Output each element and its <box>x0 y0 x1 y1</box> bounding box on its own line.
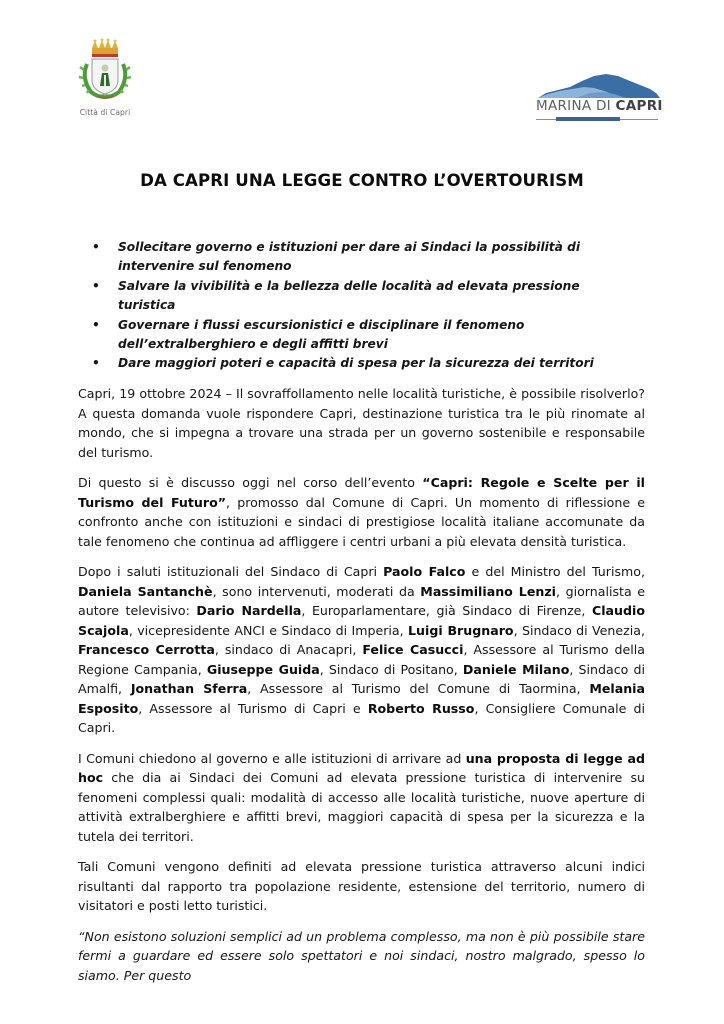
citta-di-capri-logo <box>72 38 138 117</box>
list-item-text: Salvare la vivibilità e la bellezza delle località ad elevata pressione turistica <box>118 278 580 313</box>
article-body <box>78 384 645 996</box>
paragraph-definition: Tali Comuni vengono definiti ad elevata pressione turistica attraverso alcuni indici risultanti dal rapporto tra popolazione residente, estensione del territorio, numero di visitatori e posti letto turistici. <box>78 859 645 913</box>
text-run: , Sindaco di Amalfi, <box>78 661 645 696</box>
text-run: , Assessore al Turismo della Regione Campania, <box>78 642 646 677</box>
text-run: , Sindaco di Venezia, <box>513 622 645 638</box>
brand-underline-badge <box>556 117 620 121</box>
speaker-name: Paolo Falco <box>383 564 466 579</box>
text-run: , Assessore al Turismo di Capri e <box>138 700 368 716</box>
marina-di-capri-logo <box>536 72 666 121</box>
brand-light: MARINA DI <box>536 98 616 114</box>
speaker-name: Giuseppe Guida <box>206 661 320 677</box>
speaker-name: Daniele Milano <box>462 661 570 677</box>
bullet-icon: • <box>92 317 100 332</box>
left-logo-caption: Città di Capri <box>79 108 131 117</box>
text-run: , promosso dal Comune di Capri. Un momento di riflessione e confronto anche con istituzioni e sindaci di prestigiose località italiane accomunate da tale fenomeno che continua ad affliggere i centri urbani a più elevata densità turistica. <box>78 494 645 549</box>
speaker-name: Melania Esposito <box>78 681 645 716</box>
text-run: che dia ai Sindaci dei Comuni ad elevata pressione turistica di intervenire su fenomeni complessi quali: modalità di accesso alle località turistiche, nuove aperture di attività extralberghiere e affitti brevi, maggiori capacità di spesa per la sicurezza e la tutela dei territori. <box>78 770 645 844</box>
text-run: , giornalista e autore televisivo: <box>78 583 646 618</box>
list-item <box>92 354 612 373</box>
paragraph-intro: Capri, 19 ottobre 2024 – Il sovraffollamento nelle località turistiche, è possibile risolverlo? A questa domanda vuole rispondere Capri, destinazione turistica tra le più rinomate al mondo, che si impegna a trovare una strada per un governo sostenibile e responsabile del turismo. <box>78 386 645 460</box>
bullet-icon: • <box>92 356 100 371</box>
speaker-name: Dario Nardella <box>196 603 302 618</box>
speaker-name: Daniela Santanchè <box>78 583 213 599</box>
speaker-name: Massimiliano Lenzi <box>420 583 556 599</box>
bullet-icon: • <box>92 278 100 293</box>
speaker-name: Roberto Russo <box>367 700 475 716</box>
text-run: Di questo si è discusso oggi nel corso dell’evento <box>78 475 423 490</box>
text-run: , sindaco di Anacapri, <box>214 642 363 657</box>
paragraph-speakers <box>78 562 645 738</box>
paragraph-event <box>78 473 645 551</box>
paragraph-quote: “Non esistono soluzioni semplici ad un problema complesso, ma non è più possibile stare fermi a guardare ed essere solo spettatori e noi sindaci, nostro malgrado, spesso lo siamo. Per questo <box>78 928 645 983</box>
list-item-text: Dare maggiori poteri e capacità di spesa per la sicurezza dei territori <box>118 356 594 371</box>
text-run: e del Ministro del Turismo, <box>465 564 645 579</box>
speaker-name: Felice Casucci <box>362 642 464 657</box>
event-title: “Capri: Regole e Scelte per il Turismo del Futuro” <box>78 475 645 510</box>
text-run: I Comuni chiedono al governo e alle istituzioni di arrivare ad <box>78 750 466 766</box>
page-title: DA CAPRI UNA LEGGE CONTRO L’OVERTOURISM <box>140 171 584 190</box>
text-run: , Consigliere Comunale di Capri. <box>78 700 645 735</box>
text-run: , vicepresidente ANCI e Sindaco di Imperia, <box>128 622 409 638</box>
text-run: , Sindaco di Positano, <box>319 661 463 677</box>
speaker-name: Jonathan Sferra <box>130 681 248 696</box>
paragraph-proposal <box>78 749 645 847</box>
list-item-text: Governare i flussi escursionistici e disciplinare il fenomeno dell’extralberghiero e degli affitti brevi <box>118 317 525 352</box>
brand-underline <box>536 117 658 121</box>
text-run: , Assessore al Turismo del Comune di Taormina, <box>247 681 590 696</box>
speaker-name: Luigi Brugnaro <box>408 622 514 638</box>
list-item-text: Sollecitare governo e istituzioni per dare ai Sindaci la possibilità di intervenire sul fenomeno <box>118 240 581 274</box>
key-points-list <box>92 238 612 374</box>
island-mountain-icon <box>536 72 660 100</box>
bullet-icon: • <box>92 240 100 254</box>
brand-bold: CAPRI <box>615 98 663 114</box>
right-logo-brand <box>536 98 666 114</box>
coat-of-arms-icon <box>77 38 133 104</box>
list-item <box>92 316 612 355</box>
text-run: , sono intervenuti, moderati da <box>212 583 421 599</box>
proposal-highlight: una proposta di legge ad hoc <box>78 750 645 785</box>
text-run: , Europarlamentare, già Sindaco di Firenze, <box>301 603 592 618</box>
speaker-name: Francesco Cerrotta <box>78 642 215 657</box>
list-item <box>92 277 612 316</box>
speaker-name: Claudio Scajola <box>78 603 645 638</box>
text-run: Dopo i saluti istituzionali del Sindaco di Capri <box>78 564 384 579</box>
list-item <box>92 238 612 277</box>
